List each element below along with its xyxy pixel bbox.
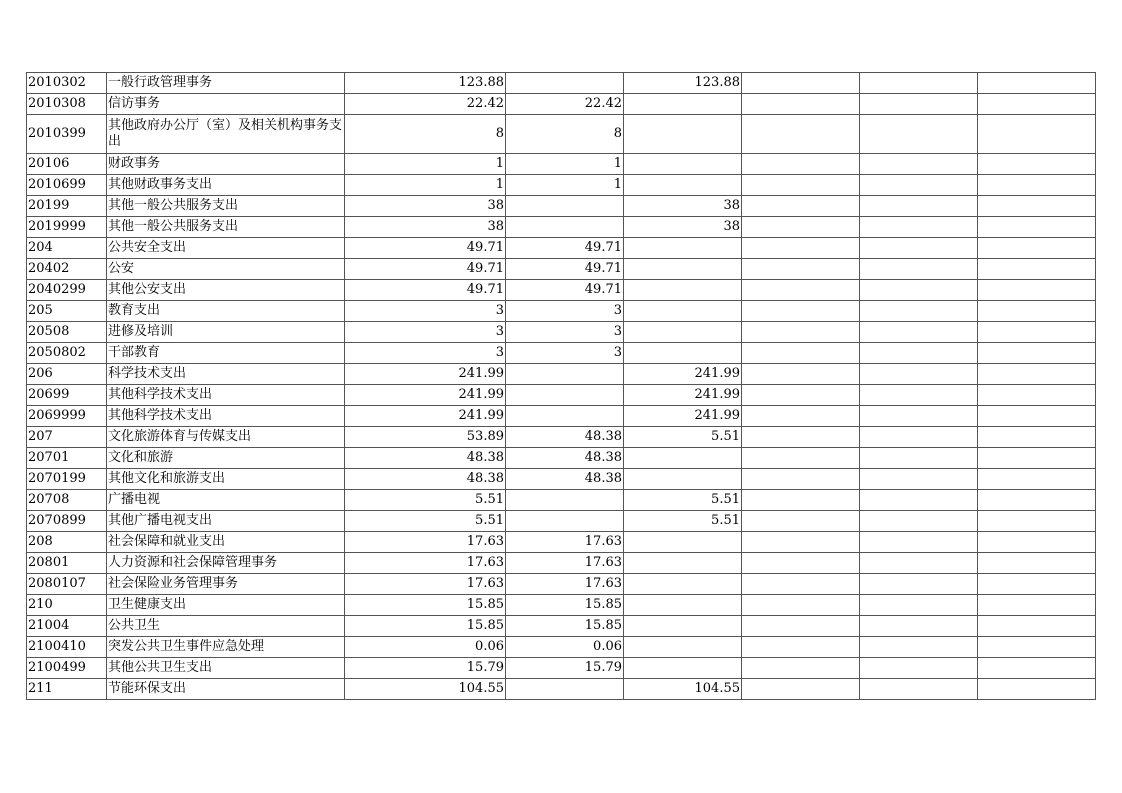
total-amount-cell: 241.99	[345, 385, 506, 406]
total-amount-cell: 5.51	[345, 490, 506, 511]
amount-col-5-cell	[860, 196, 978, 217]
table-row	[27, 490, 1096, 511]
amount-col-6-cell	[978, 322, 1096, 343]
amount-col-3-cell	[624, 574, 742, 595]
amount-col-5-cell	[860, 448, 978, 469]
amount-col-4-cell	[742, 511, 860, 532]
amount-col-6-cell	[978, 406, 1096, 427]
total-amount-cell: 38	[345, 217, 506, 238]
amount-col-5-cell	[860, 427, 978, 448]
table-row	[27, 469, 1096, 490]
subject-code-cell: 2050802	[27, 343, 107, 364]
amount-col-3-cell: 241.99	[624, 406, 742, 427]
amount-col-3-cell: 5.51	[624, 427, 742, 448]
subject-name-cell: 社会保障和就业支出	[107, 532, 345, 553]
amount-col-5-cell	[860, 175, 978, 196]
table-row	[27, 259, 1096, 280]
amount-col-3-cell	[624, 115, 742, 154]
subject-code-cell: 2010399	[27, 115, 107, 154]
amount-col-3-cell	[624, 448, 742, 469]
amount-col-3-cell	[624, 94, 742, 115]
table-row	[27, 94, 1096, 115]
table-row	[27, 217, 1096, 238]
amount-col-2-cell: 3	[506, 322, 624, 343]
amount-col-2-cell	[506, 217, 624, 238]
total-amount-cell: 3	[345, 301, 506, 322]
amount-col-4-cell	[742, 490, 860, 511]
total-amount-cell: 49.71	[345, 238, 506, 259]
amount-col-2-cell: 17.63	[506, 574, 624, 595]
total-amount-cell: 17.63	[345, 532, 506, 553]
total-amount-cell: 15.79	[345, 658, 506, 679]
amount-col-5-cell	[860, 217, 978, 238]
amount-col-2-cell: 48.38	[506, 469, 624, 490]
subject-code-cell: 20801	[27, 553, 107, 574]
subject-code-cell: 2069999	[27, 406, 107, 427]
amount-col-3-cell	[624, 175, 742, 196]
amount-col-6-cell	[978, 238, 1096, 259]
subject-code-cell: 210	[27, 595, 107, 616]
subject-name-cell: 财政事务	[107, 154, 345, 175]
amount-col-4-cell	[742, 115, 860, 154]
subject-name-cell: 其他科学技术支出	[107, 385, 345, 406]
amount-col-6-cell	[978, 595, 1096, 616]
amount-col-6-cell	[978, 616, 1096, 637]
amount-col-2-cell	[506, 490, 624, 511]
subject-code-cell: 20402	[27, 259, 107, 280]
amount-col-2-cell	[506, 364, 624, 385]
subject-code-cell: 211	[27, 679, 107, 700]
amount-col-2-cell	[506, 73, 624, 94]
amount-col-2-cell: 3	[506, 343, 624, 364]
amount-col-6-cell	[978, 175, 1096, 196]
total-amount-cell: 1	[345, 175, 506, 196]
table-row	[27, 616, 1096, 637]
total-amount-cell: 3	[345, 322, 506, 343]
subject-code-cell: 206	[27, 364, 107, 385]
subject-code-cell: 2040299	[27, 280, 107, 301]
total-amount-cell: 8	[345, 115, 506, 154]
amount-col-5-cell	[860, 259, 978, 280]
amount-col-3-cell	[624, 343, 742, 364]
amount-col-6-cell	[978, 574, 1096, 595]
total-amount-cell: 104.55	[345, 679, 506, 700]
subject-code-cell: 2080107	[27, 574, 107, 595]
amount-col-2-cell: 48.38	[506, 448, 624, 469]
table-body	[27, 73, 1096, 700]
amount-col-5-cell	[860, 637, 978, 658]
total-amount-cell: 15.85	[345, 595, 506, 616]
amount-col-2-cell: 49.71	[506, 259, 624, 280]
subject-name-cell: 文化和旅游	[107, 448, 345, 469]
amount-col-2-cell: 3	[506, 301, 624, 322]
amount-col-6-cell	[978, 196, 1096, 217]
amount-col-3-cell	[624, 322, 742, 343]
amount-col-5-cell	[860, 322, 978, 343]
amount-col-4-cell	[742, 637, 860, 658]
amount-col-4-cell	[742, 385, 860, 406]
table-row	[27, 574, 1096, 595]
subject-code-cell: 204	[27, 238, 107, 259]
amount-col-4-cell	[742, 448, 860, 469]
amount-col-4-cell	[742, 217, 860, 238]
table-row	[27, 448, 1096, 469]
subject-name-cell: 卫生健康支出	[107, 595, 345, 616]
amount-col-2-cell: 49.71	[506, 238, 624, 259]
table-row	[27, 196, 1096, 217]
amount-col-3-cell: 123.88	[624, 73, 742, 94]
budget-expenditure-table	[26, 72, 1096, 700]
amount-col-4-cell	[742, 574, 860, 595]
amount-col-4-cell	[742, 427, 860, 448]
amount-col-6-cell	[978, 73, 1096, 94]
table-row	[27, 385, 1096, 406]
subject-code-cell: 2070199	[27, 469, 107, 490]
amount-col-2-cell: 17.63	[506, 553, 624, 574]
amount-col-3-cell	[624, 301, 742, 322]
subject-name-cell: 其他广播电视支出	[107, 511, 345, 532]
total-amount-cell: 241.99	[345, 364, 506, 385]
subject-code-cell: 20708	[27, 490, 107, 511]
total-amount-cell: 17.63	[345, 574, 506, 595]
subject-name-cell: 科学技术支出	[107, 364, 345, 385]
amount-col-4-cell	[742, 175, 860, 196]
subject-name-cell: 其他一般公共服务支出	[107, 217, 345, 238]
amount-col-3-cell	[624, 238, 742, 259]
subject-name-cell: 其他文化和旅游支出	[107, 469, 345, 490]
amount-col-4-cell	[742, 238, 860, 259]
table-row	[27, 322, 1096, 343]
subject-code-cell: 208	[27, 532, 107, 553]
subject-code-cell: 2010699	[27, 175, 107, 196]
amount-col-3-cell: 38	[624, 217, 742, 238]
subject-code-cell: 207	[27, 427, 107, 448]
subject-code-cell: 205	[27, 301, 107, 322]
amount-col-6-cell	[978, 301, 1096, 322]
amount-col-2-cell: 15.79	[506, 658, 624, 679]
amount-col-5-cell	[860, 679, 978, 700]
table-row	[27, 175, 1096, 196]
amount-col-6-cell	[978, 94, 1096, 115]
amount-col-6-cell	[978, 259, 1096, 280]
amount-col-4-cell	[742, 469, 860, 490]
subject-code-cell: 2100410	[27, 637, 107, 658]
amount-col-4-cell	[742, 196, 860, 217]
subject-code-cell: 2010308	[27, 94, 107, 115]
amount-col-2-cell	[506, 385, 624, 406]
amount-col-5-cell	[860, 73, 978, 94]
table-row	[27, 427, 1096, 448]
amount-col-5-cell	[860, 238, 978, 259]
subject-name-cell: 节能环保支出	[107, 679, 345, 700]
subject-code-cell: 2019999	[27, 217, 107, 238]
total-amount-cell: 48.38	[345, 469, 506, 490]
subject-code-cell: 2010302	[27, 73, 107, 94]
subject-name-cell: 进修及培训	[107, 322, 345, 343]
amount-col-2-cell: 8	[506, 115, 624, 154]
total-amount-cell: 3	[345, 343, 506, 364]
amount-col-3-cell: 5.51	[624, 490, 742, 511]
amount-col-6-cell	[978, 553, 1096, 574]
amount-col-2-cell: 15.85	[506, 595, 624, 616]
amount-col-5-cell	[860, 574, 978, 595]
amount-col-5-cell	[860, 364, 978, 385]
subject-code-cell: 20508	[27, 322, 107, 343]
total-amount-cell: 38	[345, 196, 506, 217]
table-row	[27, 238, 1096, 259]
amount-col-5-cell	[860, 532, 978, 553]
amount-col-4-cell	[742, 553, 860, 574]
table-row	[27, 343, 1096, 364]
amount-col-4-cell	[742, 364, 860, 385]
amount-col-6-cell	[978, 364, 1096, 385]
subject-name-cell: 广播电视	[107, 490, 345, 511]
amount-col-3-cell	[624, 637, 742, 658]
amount-col-5-cell	[860, 616, 978, 637]
amount-col-2-cell	[506, 511, 624, 532]
subject-code-cell: 20701	[27, 448, 107, 469]
amount-col-4-cell	[742, 532, 860, 553]
amount-col-2-cell: 1	[506, 154, 624, 175]
subject-name-cell: 教育支出	[107, 301, 345, 322]
amount-col-2-cell: 0.06	[506, 637, 624, 658]
subject-name-cell: 人力资源和社会保障管理事务	[107, 553, 345, 574]
amount-col-5-cell	[860, 343, 978, 364]
amount-col-5-cell	[860, 115, 978, 154]
amount-col-2-cell	[506, 406, 624, 427]
amount-col-4-cell	[742, 658, 860, 679]
amount-col-3-cell: 241.99	[624, 385, 742, 406]
amount-col-5-cell	[860, 490, 978, 511]
table-row	[27, 679, 1096, 700]
amount-col-3-cell	[624, 469, 742, 490]
table-row	[27, 406, 1096, 427]
amount-col-6-cell	[978, 658, 1096, 679]
amount-col-3-cell	[624, 595, 742, 616]
total-amount-cell: 48.38	[345, 448, 506, 469]
amount-col-5-cell	[860, 406, 978, 427]
subject-name-cell: 公安	[107, 259, 345, 280]
amount-col-6-cell	[978, 637, 1096, 658]
amount-col-4-cell	[742, 616, 860, 637]
amount-col-5-cell	[860, 154, 978, 175]
amount-col-5-cell	[860, 658, 978, 679]
amount-col-3-cell	[624, 154, 742, 175]
table-row	[27, 154, 1096, 175]
subject-name-cell: 其他财政事务支出	[107, 175, 345, 196]
total-amount-cell: 17.63	[345, 553, 506, 574]
subject-code-cell: 21004	[27, 616, 107, 637]
amount-col-6-cell	[978, 469, 1096, 490]
amount-col-6-cell	[978, 217, 1096, 238]
amount-col-6-cell	[978, 280, 1096, 301]
amount-col-4-cell	[742, 280, 860, 301]
amount-col-4-cell	[742, 154, 860, 175]
amount-col-6-cell	[978, 343, 1096, 364]
amount-col-4-cell	[742, 259, 860, 280]
amount-col-2-cell: 22.42	[506, 94, 624, 115]
subject-name-cell: 其他政府办公厅（室）及相关机构事务支出	[107, 115, 345, 154]
subject-name-cell: 突发公共卫生事件应急处理	[107, 637, 345, 658]
subject-name-cell: 其他一般公共服务支出	[107, 196, 345, 217]
amount-col-4-cell	[742, 73, 860, 94]
amount-col-5-cell	[860, 94, 978, 115]
table-row	[27, 553, 1096, 574]
amount-col-3-cell: 104.55	[624, 679, 742, 700]
subject-name-cell: 信访事务	[107, 94, 345, 115]
table-row	[27, 511, 1096, 532]
amount-col-6-cell	[978, 115, 1096, 154]
total-amount-cell: 1	[345, 154, 506, 175]
amount-col-3-cell	[624, 658, 742, 679]
amount-col-2-cell: 17.63	[506, 532, 624, 553]
amount-col-6-cell	[978, 385, 1096, 406]
subject-name-cell: 一般行政管理事务	[107, 73, 345, 94]
amount-col-6-cell	[978, 427, 1096, 448]
amount-col-2-cell	[506, 196, 624, 217]
subject-code-cell: 2070899	[27, 511, 107, 532]
total-amount-cell: 53.89	[345, 427, 506, 448]
total-amount-cell: 241.99	[345, 406, 506, 427]
total-amount-cell: 49.71	[345, 280, 506, 301]
total-amount-cell: 0.06	[345, 637, 506, 658]
subject-name-cell: 干部教育	[107, 343, 345, 364]
table-row	[27, 532, 1096, 553]
amount-col-3-cell	[624, 259, 742, 280]
amount-col-4-cell	[742, 679, 860, 700]
amount-col-2-cell: 49.71	[506, 280, 624, 301]
amount-col-6-cell	[978, 490, 1096, 511]
subject-code-cell: 20199	[27, 196, 107, 217]
amount-col-4-cell	[742, 94, 860, 115]
amount-col-5-cell	[860, 301, 978, 322]
subject-name-cell: 公共安全支出	[107, 238, 345, 259]
amount-col-4-cell	[742, 595, 860, 616]
subject-name-cell: 其他公共卫生支出	[107, 658, 345, 679]
table-row	[27, 115, 1096, 154]
table-row	[27, 658, 1096, 679]
amount-col-2-cell: 15.85	[506, 616, 624, 637]
subject-code-cell: 20699	[27, 385, 107, 406]
subject-name-cell: 社会保险业务管理事务	[107, 574, 345, 595]
total-amount-cell: 15.85	[345, 616, 506, 637]
amount-col-5-cell	[860, 280, 978, 301]
table-row	[27, 73, 1096, 94]
total-amount-cell: 123.88	[345, 73, 506, 94]
table-row	[27, 364, 1096, 385]
amount-col-3-cell: 5.51	[624, 511, 742, 532]
amount-col-4-cell	[742, 343, 860, 364]
subject-code-cell: 20106	[27, 154, 107, 175]
amount-col-4-cell	[742, 301, 860, 322]
amount-col-3-cell	[624, 553, 742, 574]
amount-col-6-cell	[978, 532, 1096, 553]
amount-col-5-cell	[860, 553, 978, 574]
amount-col-5-cell	[860, 511, 978, 532]
total-amount-cell: 22.42	[345, 94, 506, 115]
table-row	[27, 301, 1096, 322]
subject-name-cell: 公共卫生	[107, 616, 345, 637]
amount-col-6-cell	[978, 448, 1096, 469]
table-row	[27, 280, 1096, 301]
amount-col-4-cell	[742, 406, 860, 427]
amount-col-3-cell: 241.99	[624, 364, 742, 385]
amount-col-4-cell	[742, 322, 860, 343]
subject-name-cell: 文化旅游体育与传媒支出	[107, 427, 345, 448]
amount-col-5-cell	[860, 385, 978, 406]
amount-col-3-cell	[624, 280, 742, 301]
table-row	[27, 595, 1096, 616]
amount-col-2-cell: 1	[506, 175, 624, 196]
amount-col-2-cell: 48.38	[506, 427, 624, 448]
subject-name-cell: 其他公安支出	[107, 280, 345, 301]
amount-col-5-cell	[860, 469, 978, 490]
subject-name-cell: 其他科学技术支出	[107, 406, 345, 427]
amount-col-2-cell	[506, 679, 624, 700]
subject-code-cell: 2100499	[27, 658, 107, 679]
amount-col-3-cell	[624, 532, 742, 553]
table-row	[27, 637, 1096, 658]
amount-col-6-cell	[978, 511, 1096, 532]
amount-col-6-cell	[978, 679, 1096, 700]
total-amount-cell: 5.51	[345, 511, 506, 532]
amount-col-3-cell	[624, 616, 742, 637]
amount-col-5-cell	[860, 595, 978, 616]
total-amount-cell: 49.71	[345, 259, 506, 280]
amount-col-3-cell: 38	[624, 196, 742, 217]
amount-col-6-cell	[978, 154, 1096, 175]
